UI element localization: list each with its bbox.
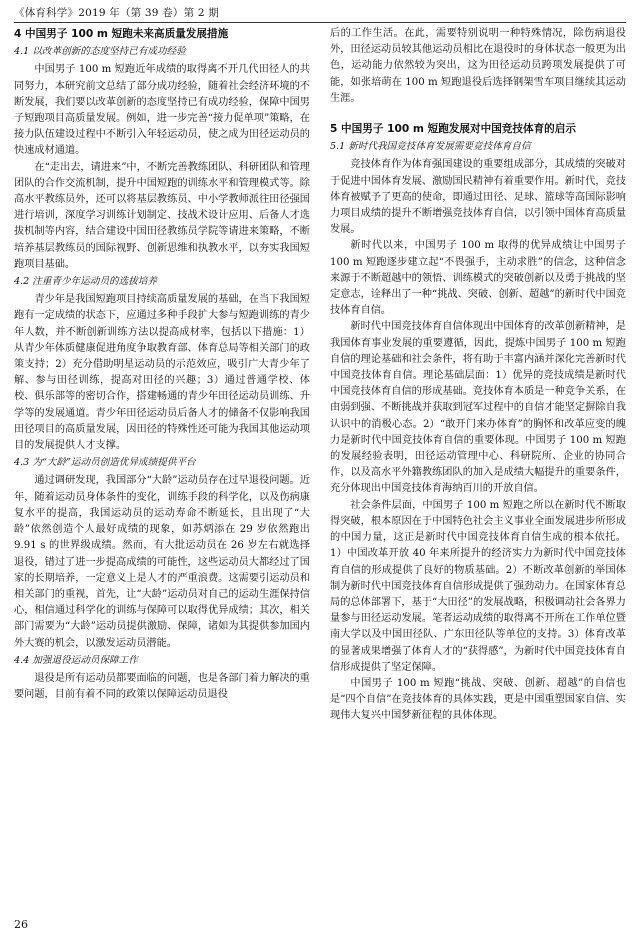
running-head: 《体育科学》2019 年（第 39 卷）第 2 期 <box>14 7 219 19</box>
paragraph: 社会条件层面，中国男子 100 m 短跑之所以在新时代不断取得突破，根本原因在于中国特色社会主义事业全面发展进步所形成的中国力量，这正是新时代中国竞技体育自信生成的根本依托。1）中国改革开放 40 年来所提升的经济实力为新时代中国竞技体育自信的形成提供了良好的物质基础。2）不断改革创新的举国体制为新时代中国竞技体育自信形成提供了强劲动力。在国家体育总局的总体部署下，基于“大田径”的发展战略，积极调动社会各界力量参与田径运动发展。笔者运动成绩的取得离不开所在工作单位暨南大学以及中国田径队、广东田径队等单位的支持。3）体育改革的显著成果增强了体育人才的“获得感”，为新时代中国竞技体育自信形成提供了坚定保障。 <box>330 499 626 673</box>
section-4-1-heading: 4.1 以改革创新的态度坚持已有成功经验 <box>14 46 186 58</box>
section-4-heading: 4 中国男子 100 m 短跑未来高质量发展措施 <box>14 28 229 40</box>
section-4-2-heading: 4.2 注重青少年运动员的选拔培养 <box>14 276 158 288</box>
section-4-4-heading: 4.4 加强退役运动员保障工作 <box>14 654 138 666</box>
section-spacer <box>330 107 626 121</box>
header-rule <box>14 22 626 23</box>
paragraph: 中国男子 100 m 短跑近年成绩的取得离不开几代田径人的共同努力，本研究前文总结了部分成功经验，随着社会经济环境的不断发展，我们要以改革创新的态度坚持已有成功经验，保障中国男子短跑项目高质量发展。例如，进一步完善“接力促单项”策略，在接力队伍建设过程中不断引入年轻运动员，使之成为田径运动员的快速成材通道。 <box>14 64 310 157</box>
left-column <box>14 26 310 703</box>
page-number: 26 <box>14 918 28 931</box>
paragraph: 在“走出去，请进来”中，不断完善教练团队、科研团队和管理团队的合作交流机制，提升中国短跑的训练水平和管理模式等。除高水平教练员外，还可以将基层教练员、中小学教师派往田径强国进行培训，深度学习训练计划制定、技战术设计应用、后备人才选拔机制等内容，结合建设中国田径教练员学院等请进来策略，不断培养基层教练员的国际视野、创新思维和执教水平，以夯实我国短跑项目基础。 <box>14 161 310 270</box>
section-5-heading: 5 中国男子 100 m 短跑发展对中国竞技体育的启示 <box>330 123 576 136</box>
paragraph: 通过调研发现，我国部分“大龄”运动员存在过早退役问题。近年，随着运动员身体条件的变化，训练手段的科学化，以及伤病康复水平的提高，我国运动员的运动寿命不断延长，且出现了“大龄”依然创造个人最好成绩的现象，如苏炳添在 29 岁依然跑出 9.91 s 的世界级成绩。然而，有大批运动员在 26 岁左右就选择退役，错过了进一步提高成绩的可能性，这些运动员大都经过了国家的长期培养，一定意义上是人才的严重浪费。这需要引运动员和相关部门的重视，首先，让“大龄”运动员对自己的运动生涯保持信心，相信通过科学化的训练与保障可以取得优异成绩；其次，相关部门需要为“大龄”运动员提供激励、保障，诸如为其提供参加国内外大赛的机会，以激发运动员潜能。 <box>14 475 310 649</box>
section-4-3-heading: 4.3 为“大龄”运动员创造优异成绩提供平台 <box>14 457 196 469</box>
paragraph: 退役是所有运动员都要面临的问题，也是各部门着力解决的重要问题，目前有着不同的政策以保障运动员退役 <box>14 672 310 701</box>
paragraph: 青少年是我国短跑项目持续高质量发展的基础，在当下我国短跑有一定成绩的状态下，应通过多种手段扩大参与短跑训练的青少年人数，并不断创新训练方法以提高成材率，包括以下措施：1）从青少年体质健康促进角度争取教育部、体育总局等相关部门的政策支持；2）充分借助明星运动员的示范效应，吸引广大青少年了解、参与田径训练，提高对田径的兴趣；3）通过普通学校、体校、俱乐部等的密切合作，搭建畅通的青少年田径运动员训练、升学等的发展通道。青少年田径运动员后备人才的储备不仅影响我国田径项目的高质量发展，因田径的特殊性还可能为我国其他运动项目的发展提供人才支撑。 <box>14 294 310 452</box>
paragraph-continued: 后的工作生活。在此，需要特别说明一种特殊情况，除伤病退役外，田径运动员较其他运动员相比在退役时的身体状态一般更为出色，运动能力依然较为突出，这为田径运动员跨项发展提供了可能，如张培萌在 100 m 短跑退役后选择钢架雪车项目继续其运动生涯。 <box>330 28 626 104</box>
paragraph: 竞技体育作为体育强国建设的重要组成部分，其成绩的突破对于促进中国体育发展、激励国民精神有着重要作用。新时代，竞技体育被赋予了更高的使命，即通过田径、足球、篮球等高国际影响力项目成绩的提升不断增强竞技体育自信，以引领中国体育高质量发展。 <box>330 159 626 236</box>
right-column <box>330 26 626 725</box>
paragraph: 中国男子 100 m 短跑“挑战、突破、创新、超越”的自信也是“四个自信”在竞技体育的具体实践，更是中国重塑国家自信、实现伟大复兴中国梦新征程的具体体现。 <box>330 677 626 722</box>
section-5-1-heading: 5.1 新时代我国竞技体育发展需要竞技体育自信 <box>330 141 531 153</box>
paragraph: 新时代以来，中国男子 100 m 取得的优异成绩让中国男子 100 m 短跑逐步建立起“不畏强手，主动求胜”的信念，这种信念来源于不断超越中的领悟、训练模式的突破创新以及勇于挑战的坚定意志，诠释出了一种“挑战、突破、创新、超越”的新时代中国竞技体育自信。 <box>330 240 626 317</box>
paragraph: 新时代中国竞技体育自信体现出中国体育的改革创新精神，是我国体育事业发展的重要遵循，因此，提炼中国男子 100 m 短跑自信的理论基础和社会条件，将有助于丰富内涵并深化完善新时代中国竞技体育自信。理论基础层面：1）优异的竞技成绩是新时代中国竞技体育自信的形成基础。竞技体育本质是一种竞争关系，在由弱到强、不断挑战并获取到冠军过程中的自信才能坚定摒除自我认识中的消极心态。2）“敢开门来办体育”的胸怀和改革应变的魄力是新时代中国竞技体育自信的重要体现。中国男子 100 m 短跑的发展经验表明，田径运动管理中心、科研院所、企业的协同合作，以及高水平外籍教练团队的加入是成绩大幅提升的重要条件，充分体现出中国竞技体育海纳百川的开放自信。 <box>330 321 626 495</box>
